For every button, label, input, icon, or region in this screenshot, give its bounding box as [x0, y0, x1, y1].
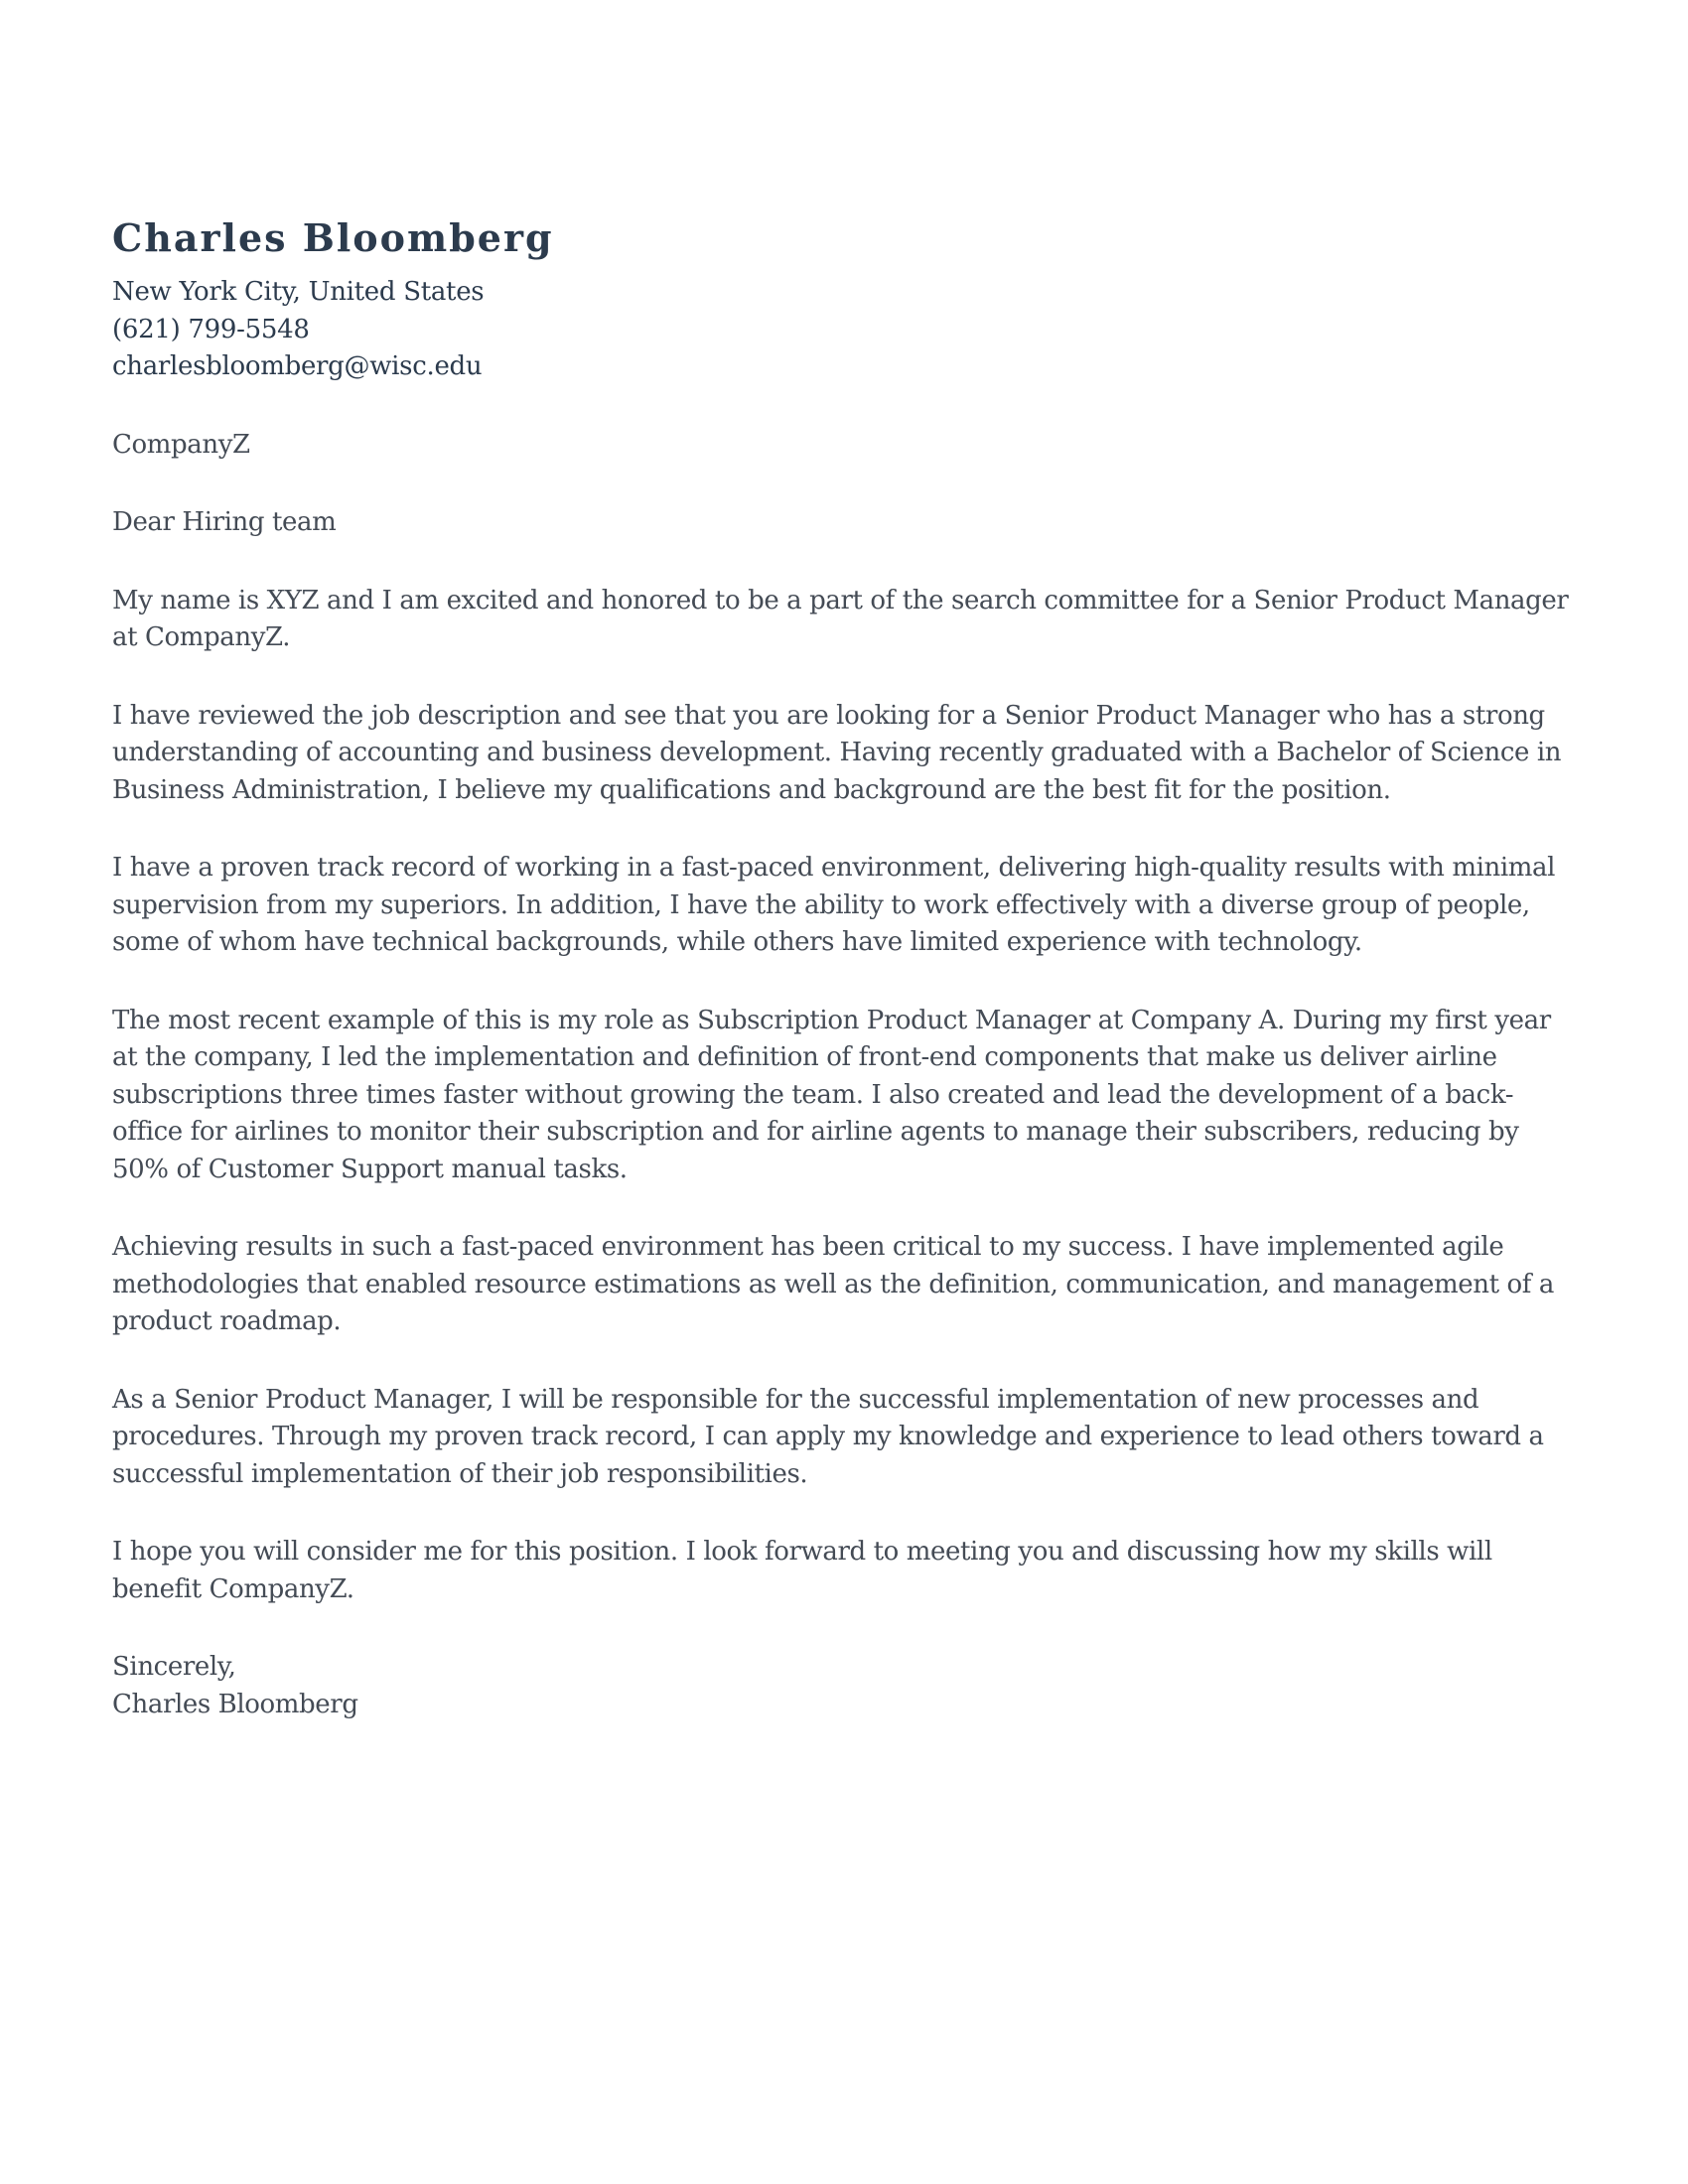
valediction: Sincerely, — [112, 1652, 236, 1682]
spacer — [112, 386, 1582, 427]
body-paragraph-7: I hope you will consider me for this position. I look forward to meeting you and discussing how my skills will benefit CompanyZ. — [112, 1537, 1492, 1604]
spacer — [112, 542, 1582, 583]
salutation: Dear Hiring team — [112, 507, 337, 537]
spacer — [112, 1608, 1582, 1649]
body-paragraph-4: The most recent example of this is my role as Subscription Product Manager at Company A. During my first year at the company, I led the implementation and definition of front-end components that make us deliver airline subscriptions three times faster without growing the team. I also created and lead the development of a back-office for airlines to monitor their subscription and for airline agents to manage their subscribers, reducing by 50% of Customer Support manual tasks. — [112, 1005, 1551, 1184]
signature-name: Charles Bloomberg — [112, 1689, 358, 1719]
body-paragraph-6: As a Senior Product Manager, I will be responsible for the successful implementation of new processes and procedures. Through my proven track record, I can apply my knowledge and experience to lead others toward a successful implementation of their job responsibilities. — [112, 1384, 1544, 1489]
body-paragraph-5: Achieving results in such a fast-paced environment has been critical to my success. I have implemented agile methodologies that enabled resource estimations as well as the definition, communication, and management of a product roadmap. — [112, 1232, 1554, 1336]
recipient-company: CompanyZ — [112, 429, 250, 460]
sender-name: Charles Bloomberg — [112, 215, 554, 260]
spacer — [112, 1341, 1582, 1382]
body-paragraph-1: My name is XYZ and I am excited and honored to be a part of the search committee for a Senior Product Manager at CompanyZ. — [112, 585, 1569, 652]
spacer — [112, 809, 1582, 850]
spacer — [112, 1188, 1582, 1229]
spacer — [112, 962, 1582, 1003]
sender-email: charlesbloomberg@wisc.edu — [112, 351, 483, 381]
cover-letter — [112, 212, 1582, 1723]
spacer — [112, 657, 1582, 698]
spacer — [112, 1493, 1582, 1534]
sender-phone: (621) 799-5548 — [112, 314, 310, 344]
sender-location: New York City, United States — [112, 277, 485, 307]
spacer — [112, 464, 1582, 504]
body-paragraph-2: I have reviewed the job description and see that you are looking for a Senior Product Manager who has a strong understanding of accounting and business development. Having recently graduated with a Bachelor of Science in Business Administration, I believe my qualifications and background are the best fit for the position. — [112, 700, 1562, 805]
body-paragraph-3: I have a proven track record of working in a fast-paced environment, delivering high-quality results with minimal supervision from my superiors. In addition, I have the ability to work effectively with a diverse group of people, some of whom have technical backgrounds, while others have limited experience with technology. — [112, 853, 1556, 957]
